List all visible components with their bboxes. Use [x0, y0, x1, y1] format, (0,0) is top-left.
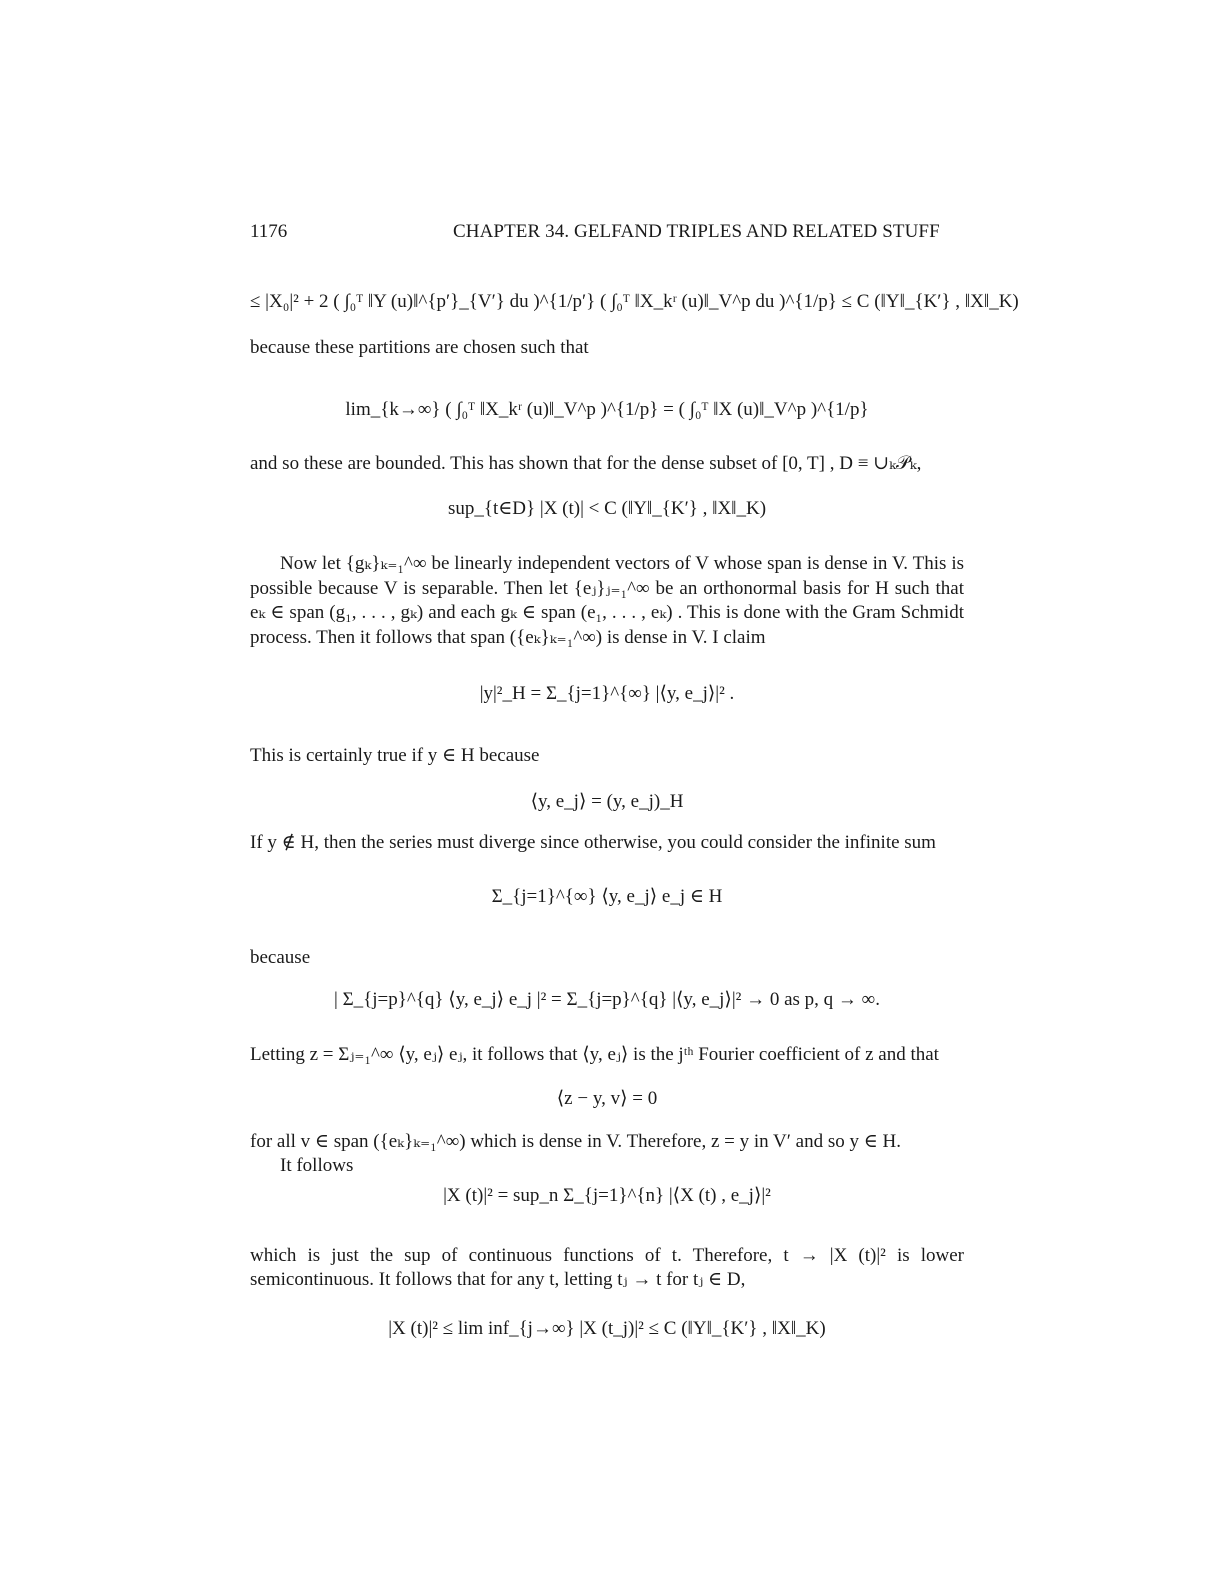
- equation-4: [250, 682, 964, 706]
- equation-1: [250, 290, 1019, 314]
- equation-1-text: ≤ |X₀|² + 2 ( ∫₀ᵀ ‖Y (u)‖^{p′}_{V′} du )^{1/p′} ( ∫₀ᵀ ‖X_kʳ (u)‖_V^p du )^{1/p} ≤ C (‖Y‖_{K′} , ‖X‖_K): [250, 291, 1019, 312]
- paragraph-9: It follows: [280, 1155, 354, 1176]
- equation-9-text: |X (t)|² = sup_n Σ_{j=1}^{n} |⟨X (t) , e_j⟩|²: [443, 1185, 771, 1206]
- equation-8-text: ⟨z − y, v⟩ = 0: [556, 1088, 658, 1109]
- equation-3: [250, 497, 964, 521]
- equation-5-text: ⟨y, e_j⟩ = (y, e_j)_H: [530, 791, 684, 812]
- equation-9: [250, 1184, 964, 1208]
- page-number: 1176: [250, 221, 288, 242]
- equation-7: [250, 988, 964, 1012]
- paragraph-1: because these partitions are chosen such that: [250, 337, 589, 358]
- equation-10-text: |X (t)|² ≤ lim inf_{j→∞} |X (t_j)|² ≤ C (‖Y‖_{K′} , ‖X‖_K): [388, 1318, 826, 1339]
- equation-4-text: |y|²_H = Σ_{j=1}^{∞} |⟨y, e_j⟩|² .: [479, 683, 735, 704]
- chapter-title: CHAPTER 34. GELFAND TRIPLES AND RELATED STUFF: [453, 221, 940, 242]
- paragraph-2: and so these are bounded. This has shown that for the dense subset of [0, T] , D ≡ ∪ₖ𝒫ₖ,: [250, 453, 922, 474]
- paragraph-7: Letting z = Σⱼ₌₁^∞ ⟨y, eⱼ⟩ eⱼ, it follows that ⟨y, eⱼ⟩ is the jᵗʰ Fourier coefficient of z and that: [250, 1044, 939, 1065]
- equation-5: [250, 790, 964, 814]
- paragraph-3: Now let {gₖ}ₖ₌₁^∞ be linearly independent vectors of V whose span is dense in V. This is possible because V is separable. Then let {eⱼ}ⱼ₌₁^∞ be an orthonormal basis for H such that eₖ ∈ span (g₁, . . . , gₖ) and each gₖ ∈ span (e₁, . . . , eₖ) . This is done with the Gram Schmidt process. Then it follows that span ({eₖ}ₖ₌₁^∞) is dense in V. I claim: [250, 553, 964, 648]
- equation-6-text: Σ_{j=1}^{∞} ⟨y, e_j⟩ e_j ∈ H: [491, 886, 723, 907]
- equation-8: [250, 1087, 964, 1111]
- equation-3-text: sup_{t∈D} |X (t)| < C (‖Y‖_{K′} , ‖X‖_K): [447, 498, 767, 519]
- equation-7-text: | Σ_{j=p}^{q} ⟨y, e_j⟩ e_j |² = Σ_{j=p}^{q} |⟨y, e_j⟩|² → 0 as p, q → ∞.: [334, 989, 880, 1010]
- paragraph-6: because: [250, 947, 311, 968]
- equation-6: [250, 885, 964, 909]
- paragraph-5: If y ∉ H, then the series must diverge since otherwise, you could consider the infinite sum: [250, 832, 936, 853]
- equation-2: [250, 398, 964, 422]
- equation-10: [250, 1317, 964, 1341]
- equation-2-text: lim_{k→∞} ( ∫₀ᵀ ‖X_kʳ (u)‖_V^p )^{1/p} = ( ∫₀ᵀ ‖X (u)‖_V^p )^{1/p}: [345, 399, 869, 420]
- paragraph-4: This is certainly true if y ∈ H because: [250, 745, 540, 766]
- paragraph-10: which is just the sup of continuous functions of t. Therefore, t → |X (t)|² is lower semicontinuous. It follows that for any t, letting tⱼ → t for tⱼ ∈ D,: [250, 1245, 964, 1290]
- paragraph-8: for all v ∈ span ({eₖ}ₖ₌₁^∞) which is dense in V. Therefore, z = y in V′ and so y ∈ H.: [250, 1131, 902, 1152]
